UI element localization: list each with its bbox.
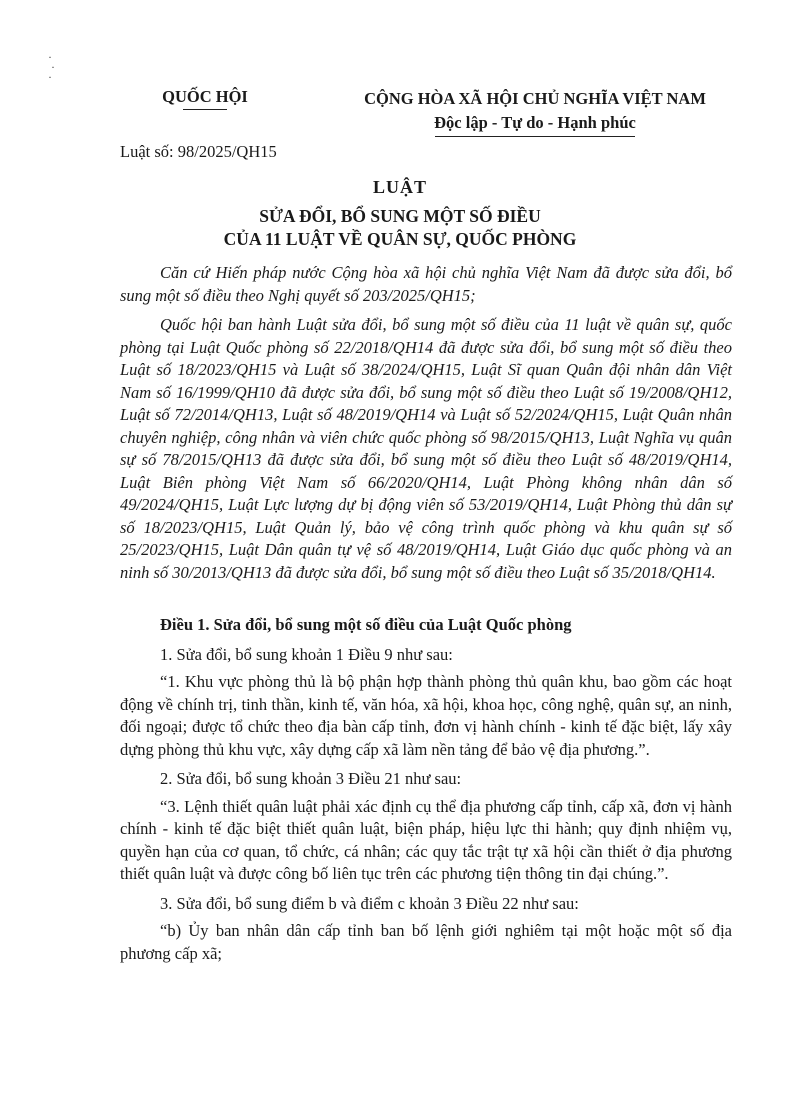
preamble-constitution: Căn cứ Hiến pháp nước Cộng hòa xã hội chủ nghĩa Việt Nam đã được sửa đổi, bổ sung một số điều theo Nghị quyết số 203/2025/QH15; [120,263,732,305]
issuer-block [150,87,260,110]
title-line-2: CỦA 11 LUẬT VỀ QUÂN SỰ, QUỐC PHÒNG [223,229,577,249]
article-1-item-1-intro: 1. Sửa đổi, bổ sung khoản 1 Điều 9 như sau: [160,644,453,664]
national-header [345,87,725,137]
issuer-name: QUỐC HỘI [162,87,248,106]
title-main: LUẬT [372,177,427,197]
issuer-underline [183,109,227,110]
national-motto: Độc lập - Tự do - Hạnh phúc [434,113,636,132]
document-body [120,262,732,965]
article-1-heading: Điều 1. Sửa đổi, bổ sung một số điều của Luật Quốc phòng [160,615,572,634]
title-line-1: SỬA ĐỔI, BỔ SUNG MỘT SỐ ĐIỀU [259,206,541,226]
scan-artifact: · · · [48,50,55,84]
motto-underline [435,136,635,137]
article-1-item-2-intro: 2. Sửa đổi, bổ sung khoản 3 Điều 21 như sau: [160,769,462,788]
article-1-item-3-intro: 3. Sửa đổi, bổ sung điểm b và điểm c khoản 3 Điều 22 như sau: [160,893,579,913]
law-number: Luật số: 98/2025/QH15 [120,142,277,161]
preamble-enactment: Quốc hội ban hành Luật sửa đổi, bổ sung một số điều của 11 luật về quân sự, quốc phòng tại Luật Quốc phòng số 22/2018/QH14 đã được sửa đổi, bổ sung một số điều theo Luật số 18/2023/QH15 và Luật số 38/2024/QH15, Luật Sĩ quan Quân đội nhân dân Việt Nam số 16/1999/QH10 đã được sửa đổi, bổ sung một số điều theo Luật số 19/2008/QH12, Luật số 72/2014/QH13, Luật số 48/2019/QH14 và Luật số 52/2024/QH15, Luật Quân nhân chuyên nghiệp, công nhân và viên chức quốc phòng số 98/2015/QH13, Luật Nghĩa vụ quân sự số 78/2015/QH13 đã được sửa đổi, bổ sung một số điều theo Luật số 48/2019/QH14, Luật Biên phòng Việt Nam số 66/2020/QH14, Luật Phòng không nhân dân số 49/2024/QH15, Luật Lực lượng dự bị động viên số 53/2019/QH14, Luật Phòng thủ dân sự số 18/2023/QH15, Luật Quản lý, bảo vệ công trình quốc phòng và khu quân sự số 25/2023/QH15, Luật Dân quân tự vệ số 48/2019/QH14, Luật Giáo dục quốc phòng và an ninh số 30/2013/QH13 đã được sửa đổi, bổ sung một số điều theo Luật số 35/2018/QH14. [120,315,732,582]
nation-name: CỘNG HÒA XÃ HỘI CHỦ NGHĨA VIỆT NAM [364,89,706,108]
article-1-item-2-text: “3. Lệnh thiết quân luật phải xác định cụ thể địa phương cấp tỉnh, cấp xã, đơn vị hành chính - kinh tế đặc biệt thiết quân luật, biện pháp, hiệu lực thi hành; quy định nhiệm vụ, quyền hạn của cơ quan, tổ chức, cá nhân; các quy tắc trật tự xã hội cần thiết ở địa phương thiết quân luật và được công bố liên tục trên các phương tiện thông tin đại chúng.”. [120,796,732,883]
article-1-item-1-text: “1. Khu vực phòng thủ là bộ phận hợp thành phòng thủ quân khu, bao gồm các hoạt động về chính trị, tinh thần, kinh tế, văn hóa, xã hội, khoa học, công nghệ, quân sự, an ninh, đối ngoại; được tổ chức theo địa bàn cấp tỉnh, đơn vị hành chính - kinh tế đặc biệt, lấy xây dựng phòng thủ khu vực, xây dựng cấp xã làm nền tảng để bảo vệ địa phương.”. [120,672,732,759]
document-title [0,175,800,251]
article-1-item-3-text: “b) Ủy ban nhân dân cấp tỉnh ban bố lệnh giới nghiêm tại một hoặc một số địa phương cấp xã; [120,921,732,963]
